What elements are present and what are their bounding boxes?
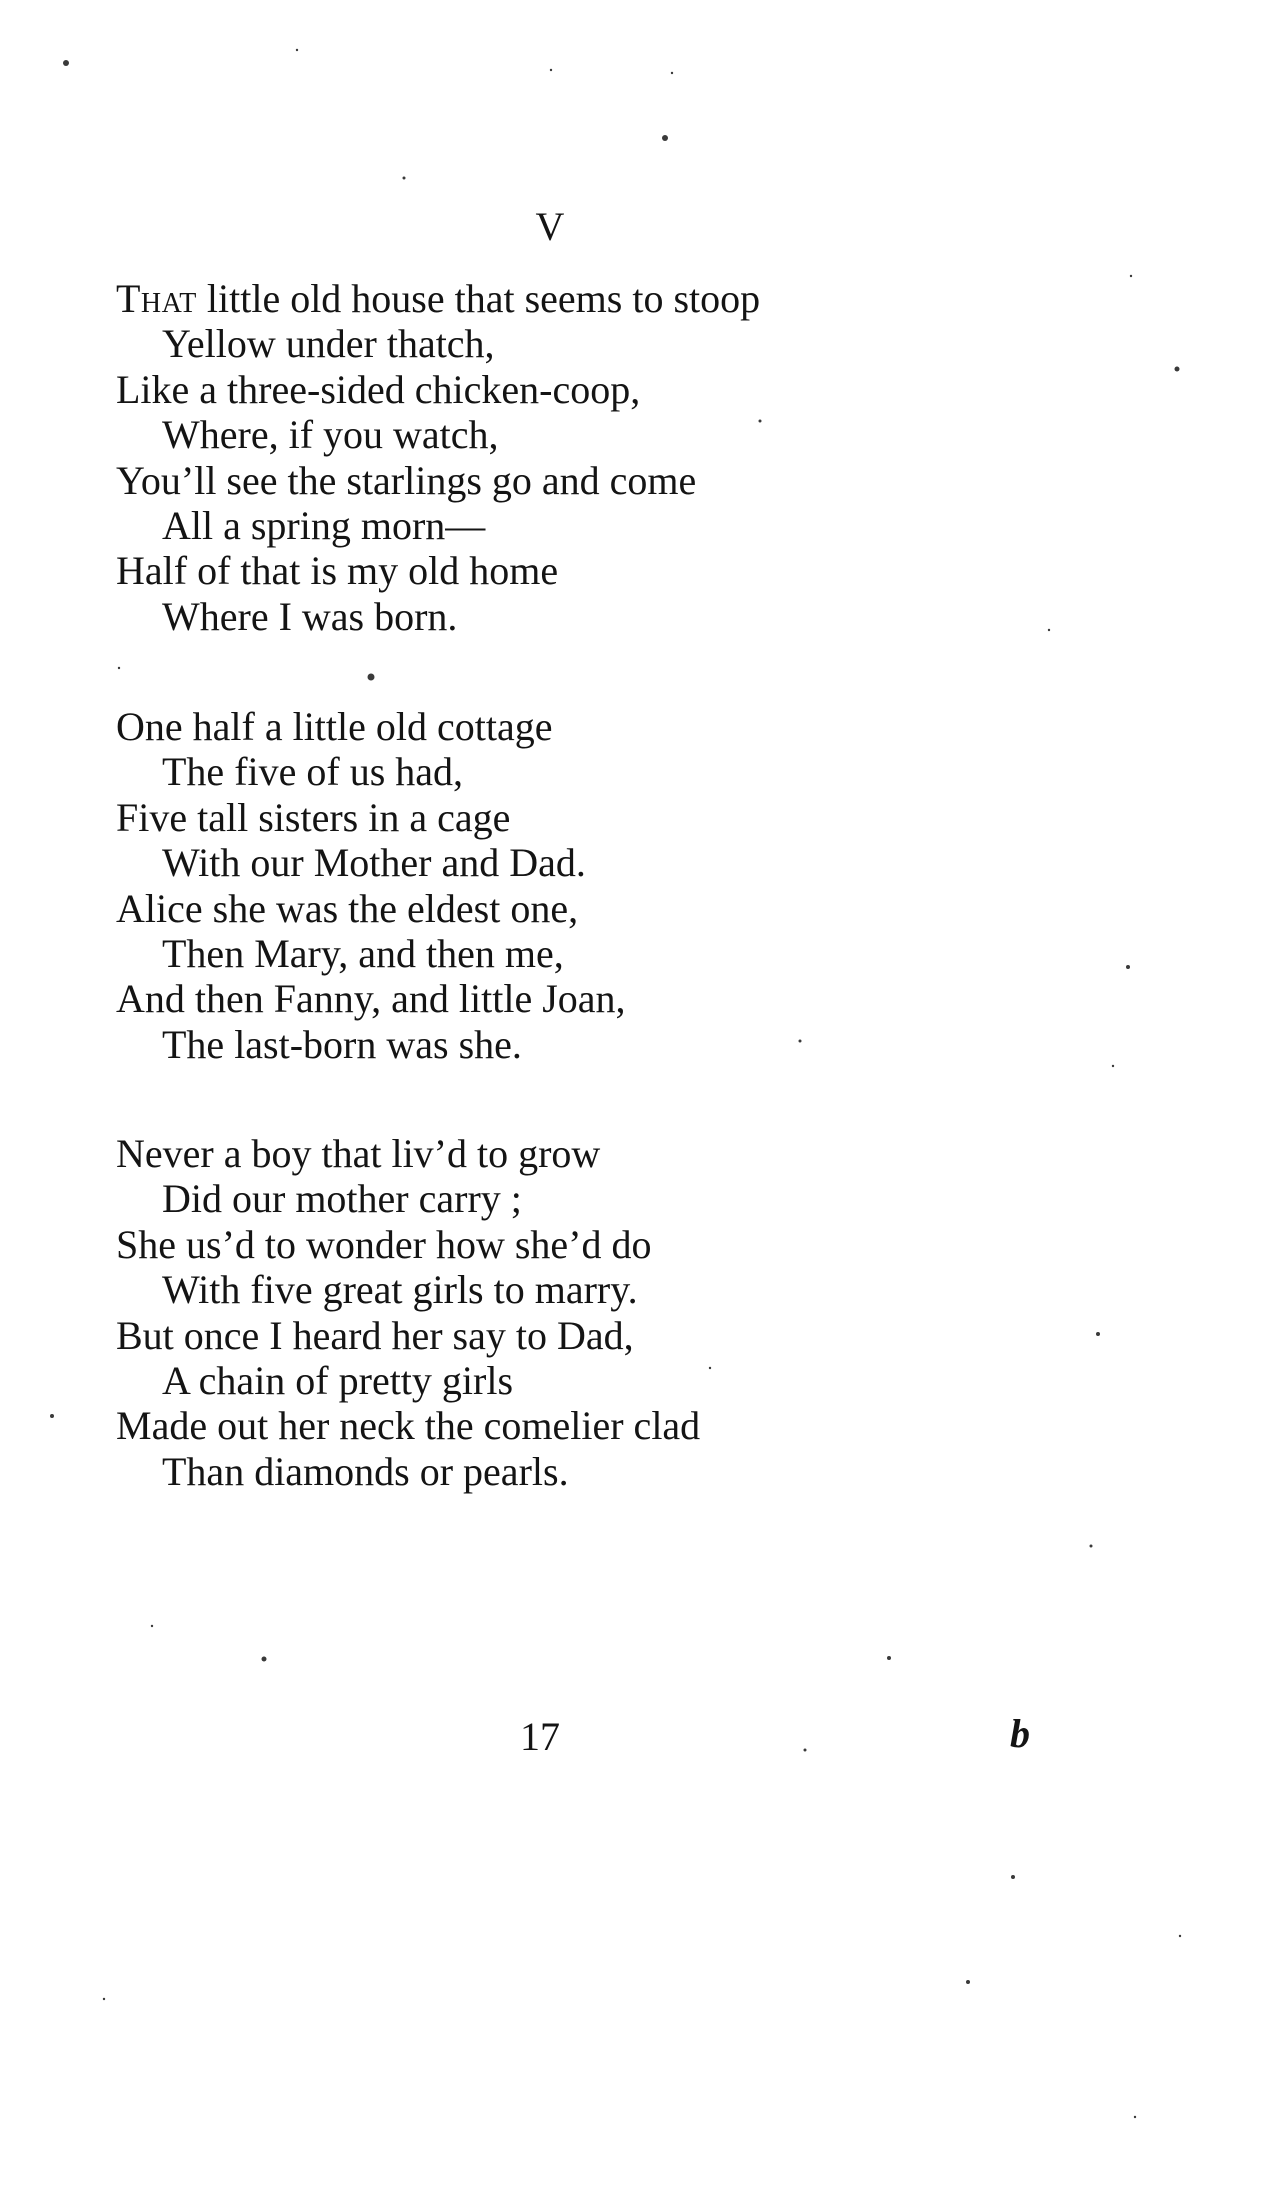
stanza-2	[116, 704, 1116, 1067]
poem-line: Made out her neck the comelier clad	[116, 1403, 701, 1449]
poem-line: The five of us had,	[162, 749, 464, 795]
line-text: little old house that seems to stoop	[196, 276, 761, 321]
opening-word: That	[116, 276, 197, 321]
poem-line	[116, 276, 1116, 321]
poem-line: With our Mother and Dad.	[162, 840, 586, 886]
poem-line: All a spring morn—	[162, 502, 486, 548]
poem-line: Yellow under thatch,	[162, 321, 495, 367]
page-number: 17	[520, 1714, 560, 1759]
poem-line: Then Mary, and then me,	[162, 930, 564, 976]
poem-line: She us’d to wonder how she’d do	[116, 1221, 652, 1267]
poem-line: Never a boy that liv’d to grow	[116, 1131, 601, 1176]
poem-line: But once I heard her say to Dad,	[116, 1312, 634, 1358]
poem-line: Half of that is my old home	[116, 548, 559, 594]
signature-mark: b	[1010, 1711, 1030, 1756]
poem-line: The last-born was she.	[162, 1021, 522, 1067]
poem-line: One half a little old cottage	[116, 704, 553, 749]
poem-line: You’ll see the starlings go and come	[116, 457, 697, 503]
poem-line: Alice she was the eldest one,	[116, 885, 579, 931]
poem-line: Five tall sisters in a cage	[116, 794, 511, 840]
poem-line: Like a three-sided chicken-coop,	[116, 366, 641, 412]
stanza-1	[116, 276, 1116, 639]
poem-line: Where, if you watch,	[162, 412, 499, 458]
poem-line: And then Fanny, and little Joan,	[116, 976, 626, 1022]
stanza-3	[116, 1131, 1116, 1494]
poem-line: Where I was born.	[162, 593, 458, 639]
poem-line: A chain of pretty girls	[162, 1357, 514, 1403]
poem-line: With five great girls to marry.	[162, 1267, 638, 1313]
poem-line: Did our mother carry ;	[162, 1176, 522, 1222]
poem-line: Than diamonds or pearls.	[162, 1448, 569, 1494]
section-numeral: V	[535, 204, 565, 249]
